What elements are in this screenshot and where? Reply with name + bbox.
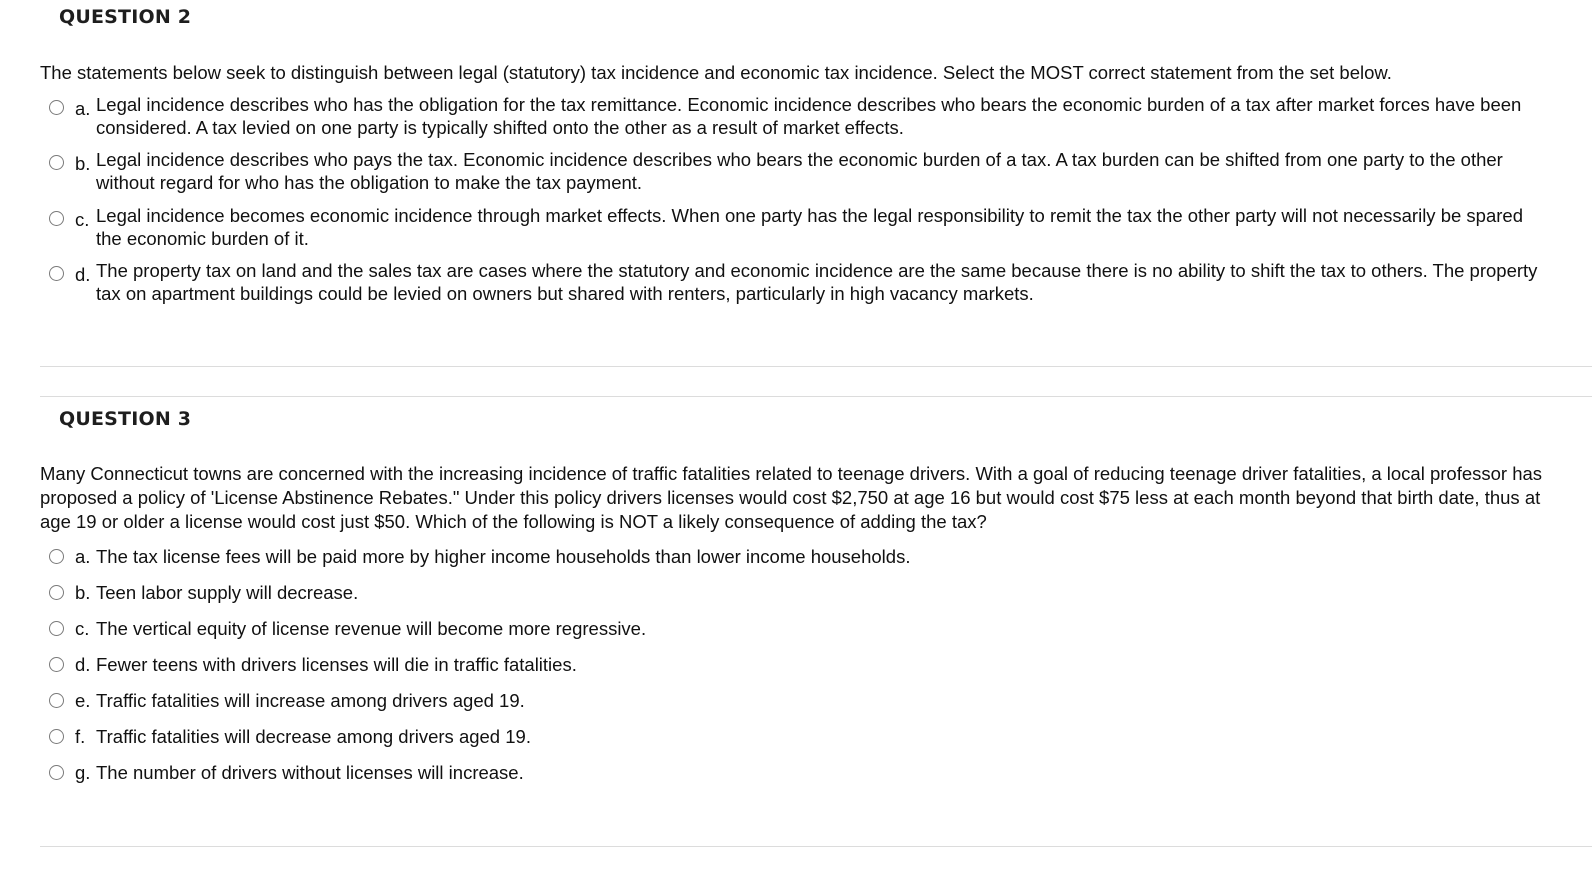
option-text: Teen labor supply will decrease. (96, 582, 359, 603)
option-letter: a. (75, 98, 91, 119)
question-2-title: QUESTION 2 (59, 6, 192, 28)
radio-button[interactable] (49, 621, 64, 636)
option-letter: b. (75, 582, 91, 603)
option-letter: d. (75, 264, 91, 285)
option-letter: d. (75, 654, 91, 675)
option-text: Traffic fatalities will increase among drivers aged 19. (96, 690, 525, 711)
section-divider (40, 396, 1592, 397)
option-letter: c. (75, 618, 90, 639)
option-text: Traffic fatalities will decrease among drivers aged 19. (96, 726, 531, 747)
option-letter: c. (75, 209, 90, 230)
option-text: Legal incidence describes who has the obligation for the tax remittance. Economic incidence describes who bears the economic burden of a tax after market forces have been considered. A tax levied on one party is typically shifted onto the other as a result of market effects. (96, 94, 1522, 138)
radio-button[interactable] (49, 549, 64, 564)
radio-button[interactable] (49, 100, 64, 115)
option-letter: e. (75, 690, 91, 711)
option-letter: a. (75, 546, 91, 567)
option-text: Legal incidence becomes economic incidence through market effects. When one party has the legal responsibility to remit the tax the other party will not necessarily be spared the economic burden of it. (96, 205, 1523, 249)
section-divider (40, 366, 1592, 367)
option-letter: g. (75, 762, 91, 783)
option-text: The property tax on land and the sales tax are cases where the statutory and economic incidence are the same because there is no ability to shift the tax to others. The property tax on apartment buildings could be levied on owners but shared with renters, particularly in high vacancy markets. (96, 260, 1538, 304)
radio-button[interactable] (49, 765, 64, 780)
option-text: Fewer teens with drivers licenses will die in traffic fatalities. (96, 654, 577, 675)
radio-button[interactable] (49, 266, 64, 281)
option-text: The tax license fees will be paid more by higher income households than lower income households. (96, 546, 911, 567)
question-2-stem: The statements below seek to distinguish between legal (statutory) tax incidence and economic tax incidence. Select the MOST correct statement from the set below. (40, 62, 1392, 83)
section-divider (40, 846, 1592, 847)
radio-button[interactable] (49, 729, 64, 744)
radio-button[interactable] (49, 657, 64, 672)
radio-button[interactable] (49, 693, 64, 708)
radio-button[interactable] (49, 585, 64, 600)
radio-button[interactable] (49, 155, 64, 170)
question-3-title: QUESTION 3 (59, 408, 192, 430)
option-text: The number of drivers without licenses will increase. (96, 762, 524, 783)
option-letter: b. (75, 153, 91, 174)
option-text: Legal incidence describes who pays the tax. Economic incidence describes who bears the economic burden of a tax. A tax burden can be shifted from one party to the other without regard for who has the obligation to make the tax payment. (96, 149, 1503, 193)
question-3-stem: Many Connecticut towns are concerned with the increasing incidence of traffic fatalities related to teenage drivers. With a goal of reducing teenage driver fatalities, a local professor has proposed a policy of 'License Abstinence Rebates." Under this policy drivers licenses would cost $2,750 at age 16 but would cost $75 less at each month beyond that birth date, thus at age 19 or older a license would cost just $50. Which of the following is NOT a likely consequence of adding the tax? (40, 463, 1543, 532)
option-text: The vertical equity of license revenue will become more regressive. (96, 618, 647, 639)
radio-button[interactable] (49, 211, 64, 226)
option-letter: f. (75, 726, 86, 747)
